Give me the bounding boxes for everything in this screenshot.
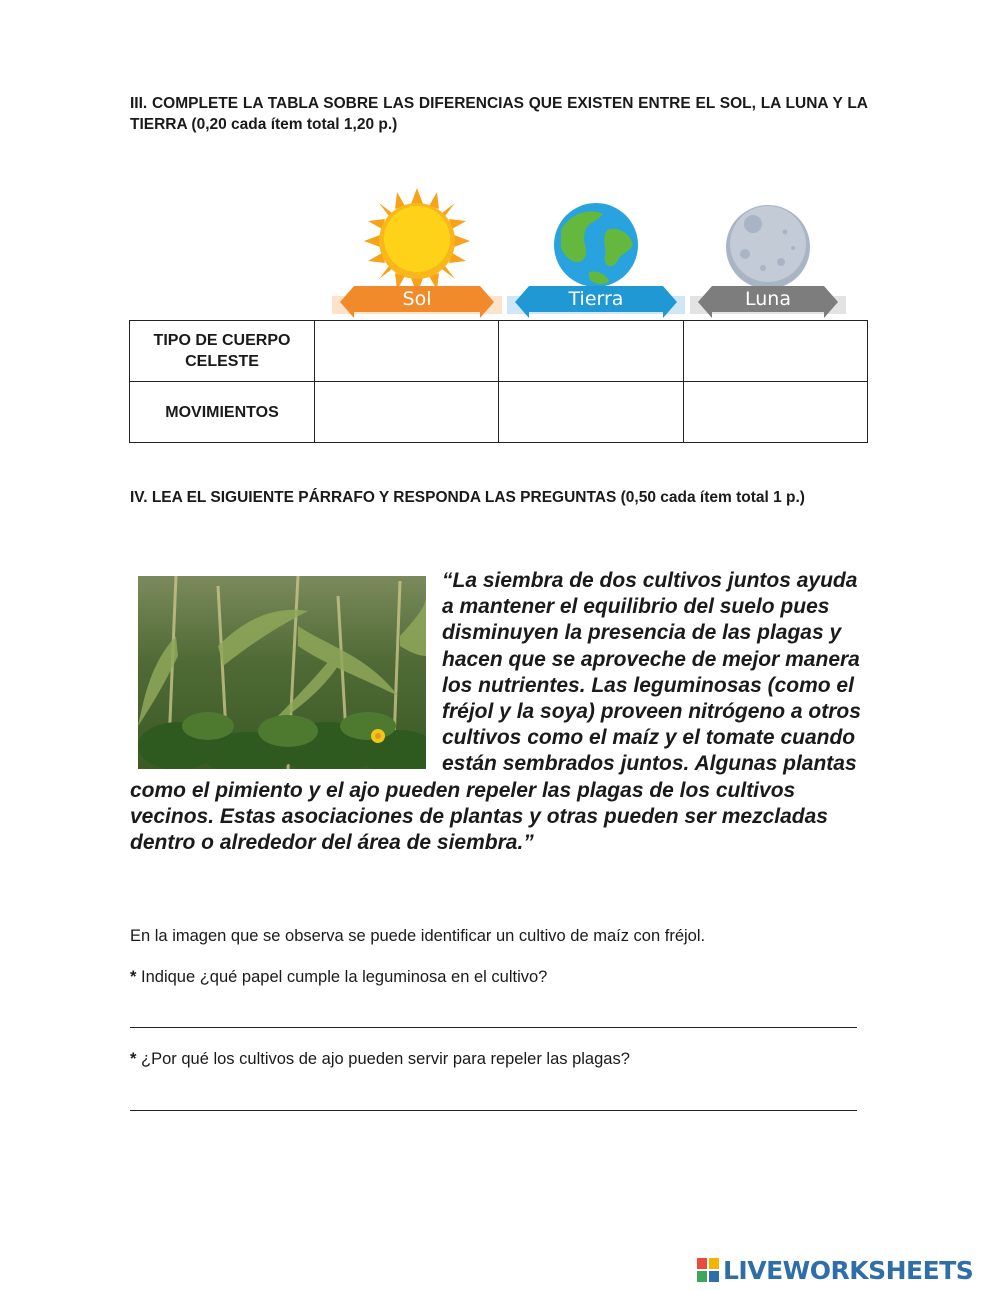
sun-label: Sol [354, 286, 480, 312]
question-2-marker: * [130, 1050, 137, 1068]
answer-cell-luna[interactable] [683, 382, 867, 443]
moon-illustration [690, 180, 846, 318]
table-row [130, 382, 868, 443]
question-1-marker: * [130, 968, 137, 986]
answer-cell-luna[interactable] [683, 321, 867, 382]
quote-text: “La siembra de dos cultivos juntos ayuda a mantener el equilibrio del suelo pues disminuyen la presencia de las plagas y hacen que se aproveche de mejor manera los nutrientes. Las leguminosas (como el fréjol y la soya) proveen nitrógeno a otros cultivos como el maíz y el tomate cuando están sembrados juntos. Algunas plantas como el pimiento y el ajo pueden repeler las plagas de los cultivos vecinos. Estas asociaciones de plantas y otras pueden ser mezcladas dentro o alrededor del área de siembra.” [130, 569, 861, 855]
answer-line-2[interactable] [130, 1110, 857, 1111]
question-2 [130, 1049, 630, 1069]
answer-line-1[interactable] [130, 1027, 857, 1028]
liveworksheets-brand[interactable] [697, 1255, 973, 1285]
image-description: En la imagen que se observa se puede identificar un cultivo de maíz con fréjol. [130, 927, 706, 945]
row-label: TIPO DE CUERPO CELESTE [130, 321, 315, 382]
question-2-text: ¿Por qué los cultivos de ajo pueden servir para repeler las plagas? [141, 1050, 630, 1068]
sun-icon [362, 186, 472, 296]
liveworksheets-logo-icon [697, 1258, 719, 1282]
answer-cell-tierra[interactable] [499, 321, 683, 382]
question-1-text: Indique ¿qué papel cumple la leguminosa en el cultivo? [141, 968, 548, 986]
moon-icon [723, 202, 813, 292]
moon-label: Luna [712, 286, 824, 312]
answer-cell-sol[interactable] [315, 382, 499, 443]
table-row [130, 321, 868, 382]
row-label: MOVIMIENTOS [130, 382, 315, 443]
comparison-table [129, 320, 868, 443]
earth-label: Tierra [529, 286, 663, 312]
earth-illustration [507, 180, 685, 318]
section-4-heading: IV. LEA EL SIGUIENTE PÁRRAFO Y RESPONDA LAS PREGUNTAS (0,50 cada ítem total 1 p.) [130, 489, 805, 506]
answer-cell-sol[interactable] [315, 321, 499, 382]
quote-paragraph [130, 568, 870, 856]
section-3-heading: III. COMPLETE LA TABLA SOBRE LAS DIFERENCIAS QUE EXISTEN ENTRE EL SOL, LA LUNA Y LA TIERRA (0,20 cada ítem total 1,20 p.) [130, 95, 868, 133]
question-1 [130, 967, 547, 987]
sun-illustration [332, 180, 502, 318]
brand-name: LIVEWORKSHEETS [723, 1255, 974, 1285]
earth-icon [551, 200, 641, 290]
answer-cell-tierra[interactable] [499, 382, 683, 443]
